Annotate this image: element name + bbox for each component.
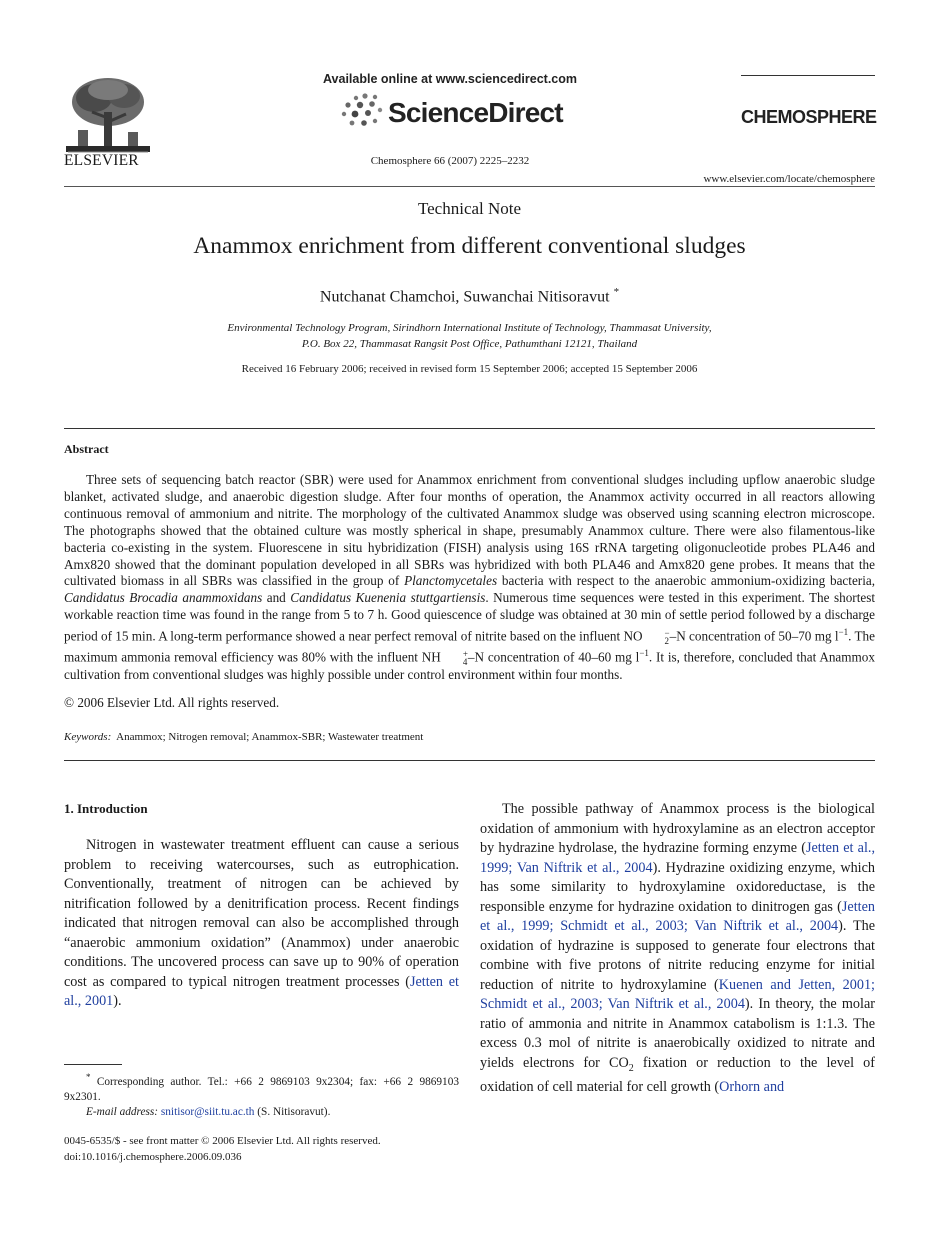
email-link[interactable]: snitisor@siit.tu.ac.th <box>160 1105 255 1118</box>
footnote-contact <box>64 1070 459 1105</box>
citation-link[interactable]: Jetten et al., 2001 <box>64 973 459 1009</box>
available-online-text[interactable]: Available online at www.sciencedirect.com <box>322 72 578 86</box>
body-text: ). Hydrazine oxidizing enzyme, which has some similarity to hydroxylamine oxidoreductase, is the responsible enzyme for hydrazine oxidation to dinitrogen gas ( <box>480 859 875 915</box>
abstract-text: –N concentration of 50–70 mg l <box>669 628 839 644</box>
body-text: ). In theory, the molar ratio of ammonia and nitrite in Anammox catabolism is 1:1.3. The excess 0.3 mol of nitrite is anaerobically oxidized to nitrate and yields electrons for CO <box>480 996 875 1071</box>
body-text: Nitrogen in wastewater treatment effluent can cause a serious problem to receiving watercourses, such as eutrophication. Conventionally, treatment of nitrogen can be achieved by nitrification followed by a denitrification process. Recent findings indicated that nitrogen removal can also be accomplished through “anaerobic ammonium oxidation” (Anammox) under anaerobic conditions. The uncovered process can save up to 90% of operation cost as compared to typical nitrogen treatment processes ( <box>64 837 459 990</box>
abstract-text: bacteria with respect to the anaerobic ammonium-oxidizing bacteria, <box>497 573 876 589</box>
issn-line: 0045-6535/$ - see front matter © 2006 Elsevier Ltd. All rights reserved. <box>64 1135 381 1147</box>
abstract-paragraph <box>64 472 875 684</box>
keywords-text: Anammox; Nitrogen removal; Anammox-SBR; Wastewater treatment <box>116 731 424 743</box>
citation-link[interactable]: Jetten et al., 1999; Van Niftrik et al., 2004 <box>480 840 875 876</box>
keywords-label: Keywords: <box>64 731 112 743</box>
citation-link[interactable]: Kuenen and Jetten, 2001; Schmidt et al., 2003; Van Niftrik et al., 2004 <box>480 976 875 1012</box>
left-column <box>64 836 459 1012</box>
abstract-taxon: Candidatus Kuenenia stuttgartiensis <box>290 590 486 606</box>
co2-subscript: 2 <box>628 1062 634 1074</box>
abstract-bottom-rule <box>64 760 875 761</box>
affiliation-line-1: Environmental Technology Program, Sirindhorn International Institute of Technology, Thammasat University, <box>227 322 712 334</box>
nitrite-charge: − <box>664 627 670 638</box>
journal-citation: Chemosphere 66 (2007) 2225–2232 <box>370 155 530 167</box>
body-text: ). <box>113 993 122 1009</box>
author-list <box>64 286 875 306</box>
abstract-text: . It is, therefore, concluded that Anammox cultivation from conventional sludges was highly possible under control environment within four months. <box>64 649 875 682</box>
received-dates: Received 16 February 2006; received in revised form 15 September 2006; accepted 15 September 2006 <box>241 363 698 375</box>
sciencedirect-wordmark[interactable]: ScienceDirect <box>388 97 563 128</box>
abstract-top-rule <box>64 428 875 429</box>
header-divider <box>64 186 875 187</box>
keywords <box>64 731 423 743</box>
abstract-text: . The maximum ammonia removal efficiency was 80% with the influent NH <box>64 628 875 665</box>
citation-link[interactable]: Orhorn and <box>719 1078 785 1095</box>
affiliation-line-2: P.O. Box 22, Thammasat Rangsit Post Office, Pathumthani 12121, Thailand <box>301 338 638 350</box>
article-title: Anammox enrichment from different conventional sludges <box>193 233 746 259</box>
footnote-email <box>64 1105 459 1120</box>
corresponding-author-mark[interactable]: * <box>613 286 620 298</box>
author-names: Nutchanat Chamchoi, Suwanchai Nitisoravut <box>319 288 610 306</box>
right-column <box>480 800 875 1097</box>
abstract-text: Three sets of sequencing batch reactor (SBR) were used for Anammox enrichment from conventional sludges including upflow anaerobic sludge blanket, activated sludge, and anaerobic digestion sludge. After four months of operation, the Anammox activity occurred in all reactors allowing continuous removal of ammonium and nitrite. The morphology of the cultivated Anammox sludge was observed using scanning electron microscope. The photographs showed that the obtained culture was mostly spherical in shape, presumably Anammox culture. There were also filamentous-like bacteria co-existing in the system. Fluorescene in situ hybridization (FISH) analysis using 16S rRNA targeting oligonucleotide probes PLA46 and Amx820 showed that the dominant population developed in all SBRs was hybridized with both PLA46 and Amx820 gene probes. It means that the cultivated biomass in all SBRs was classified in the group of <box>64 472 875 589</box>
abstract-copyright: © 2006 Elsevier Ltd. All rights reserved. <box>64 695 280 710</box>
unit-exponent: −1 <box>838 627 849 638</box>
journal-url-link[interactable]: www.elsevier.com/locate/chemosphere <box>703 173 875 185</box>
journal-name-rule <box>741 75 875 76</box>
body-paragraph <box>64 836 459 1012</box>
abstract-taxon: Planctomycetales <box>404 573 498 589</box>
front-matter <box>64 1133 381 1165</box>
body-paragraph <box>480 800 875 1097</box>
journal-name: CHEMOSPHERE <box>741 107 877 127</box>
email-label: E-mail address: <box>86 1105 159 1118</box>
footnote-mark: * <box>86 1072 91 1082</box>
body-text: The possible pathway of Anammox process is the biological oxidation of ammonium with hydroxylamine as an electron acceptor by hydrazine hydrolase, the hydrazine forming enzyme ( <box>480 801 875 856</box>
abstract-text: –N concentration of 40–60 mg l <box>467 649 640 665</box>
abstract-text: . Numerous time sequences were tested in this experiment. The shortest workable reaction time was found in the range from 5 to 7 h. Good quiescence of sludge was obtained at 30 min of settle period followed by a discharge period of 15 min. A long-term performance showed a near perfect removal of nitrite based on the influent NO <box>64 590 876 644</box>
body-text: ). The oxidation of hydrazine is supposed to generate four electrons that combine with five protons of nitrite reducing enzyme for initial reduction of nitrite to hydroxylamine ( <box>480 918 876 993</box>
corresponding-author-footnote <box>64 1070 459 1120</box>
doi-line[interactable]: doi:10.1016/j.chemosphere.2006.09.036 <box>64 1151 242 1163</box>
publisher-name: ELSEVIER <box>64 152 139 169</box>
article-type: Technical Note <box>417 199 522 218</box>
abstract-taxon: Candidatus Brocadia anammoxidans <box>64 590 263 606</box>
nitrite-subscript: 2 <box>664 635 670 646</box>
abstract-body <box>64 472 875 684</box>
ammonium-charge: + <box>462 648 468 659</box>
footnote-text: (S. Nitisoravut). <box>254 1105 331 1118</box>
footnote-text: Corresponding author. Tel.: +66 2 9869103 9x2304; fax: +66 2 9869103 9x2301. <box>64 1075 459 1103</box>
citation-link[interactable]: Jetten et al., 1999; Schmidt et al., 2003; Van Niftrik et al., 2004 <box>480 898 875 934</box>
body-text: fixation or reduction to the level of oxidation of cell material for cell growth ( <box>480 1054 875 1095</box>
elsevier-tree-logo <box>64 72 152 160</box>
abstract-text: and <box>262 590 291 606</box>
section-heading-introduction: 1. Introduction <box>64 801 148 816</box>
abstract-heading: Abstract <box>64 442 109 456</box>
ammonium-subscript: 4 <box>462 656 468 667</box>
unit-exponent: −1 <box>639 648 649 659</box>
footnote-rule <box>64 1064 122 1065</box>
